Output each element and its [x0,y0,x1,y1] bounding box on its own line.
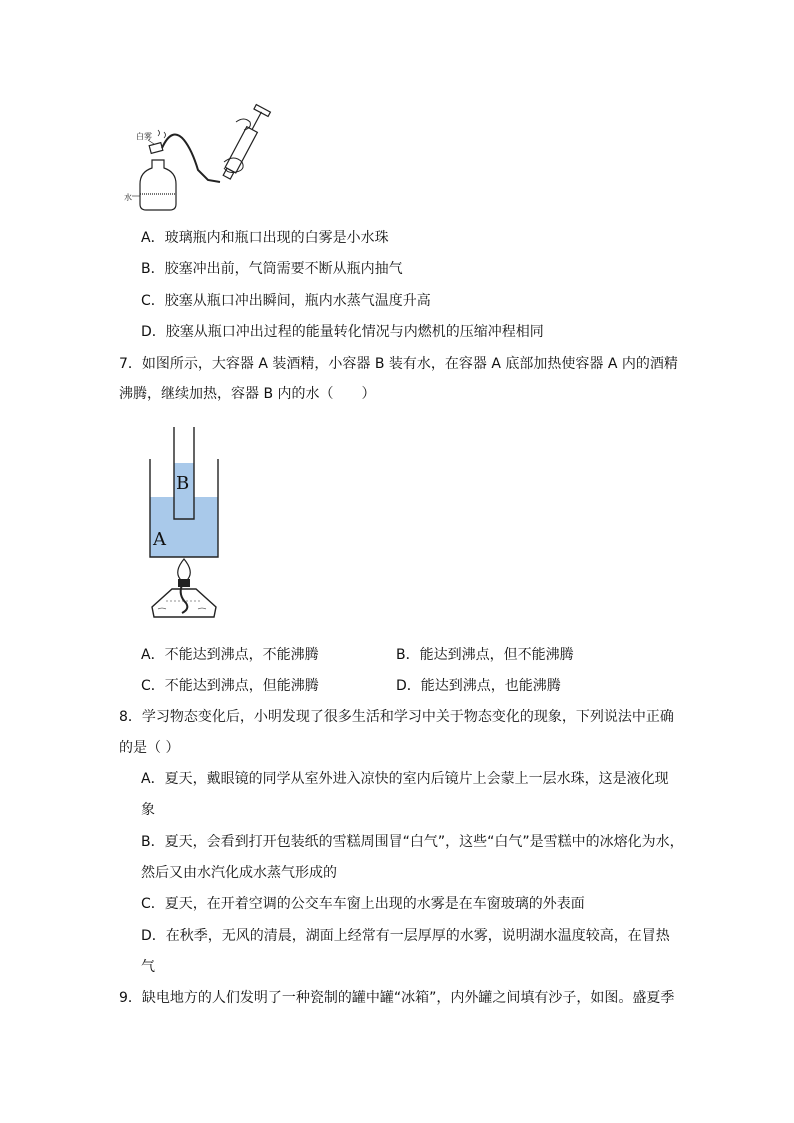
q8-stem-line1: 8．学习物态变化后，小明发现了很多生活和学习中关于物态变化的现象，下列说法中正确 [119,709,674,725]
q8-option-a-line2: 象 [141,802,155,818]
q8-option-a-line1: A．夏天，戴眼镜的同学从室外进入凉快的室内后镜片上会蒙上一层水珠，这是液化现 [141,771,669,787]
q8-stem-line2: 的是（ ） [119,740,180,756]
q6-option-a: A．玻璃瓶内和瓶口出现的白雾是小水珠 [141,230,389,246]
q7-stem-line1: 7．如图所示，大容器 A 装酒精，小容器 B 装有水，在容器 A 底部加热使容器 A 内的酒精 [119,356,678,372]
q7-option-c: C．不能达到沸点，但能沸腾 [141,678,319,694]
q7-stem-line2: 沸腾，继续加热，容器 B 内的水（ ） [119,386,376,402]
q8-option-b-line1: B．夏天，会看到打开包装纸的雪糕周围冒“白气”，这些“白气”是雪糕中的冰熔化为水， [141,834,684,850]
label-mist: 白雾 [136,132,152,141]
flame-shape [178,559,191,581]
hose-shape [162,135,220,182]
label-a: A [153,529,166,550]
q7-figure [142,423,232,623]
label-water: 水 [124,193,132,202]
q6-option-c: C．胶塞从瓶口冲出瞬间，瓶内水蒸气温度升高 [141,293,431,309]
q7-option-d: D．能达到沸点，也能沸腾 [396,678,561,694]
q8-option-d-line2: 气 [141,959,155,975]
q7-option-b: B．能达到沸点，但不能沸腾 [396,647,574,663]
q6-figure [124,96,278,216]
q9-stem-line1: 9．缺电地方的人们发明了一种瓷制的罐中罐“冰箱”，内外罐之间填有沙子，如图。盛夏季 [119,990,675,1006]
pump-barrel [225,127,257,173]
bottle-shape [140,160,176,210]
label-b: B [176,473,190,494]
q7-option-a: A．不能达到沸点，不能沸腾 [141,647,319,663]
q8-option-b-line2: 然后又由水汽化成水蒸气形成的 [141,865,337,881]
q6-option-b: B．胶塞冲出前，气筒需要不断从瓶内抽气 [141,261,403,277]
stopper-shape [149,143,163,154]
q8-option-d-line1: D．在秋季，无风的清晨，湖面上经常有一层厚厚的水雾，说明湖水温度较高，在冒热 [141,928,670,944]
q8-option-c: C．夏天，在开着空调的公交车车窗上出现的水雾是在车窗玻璃的外表面 [141,896,585,912]
q6-option-d: D．胶塞从瓶口冲出过程的能量转化情况与内燃机的压缩冲程相同 [141,324,544,340]
